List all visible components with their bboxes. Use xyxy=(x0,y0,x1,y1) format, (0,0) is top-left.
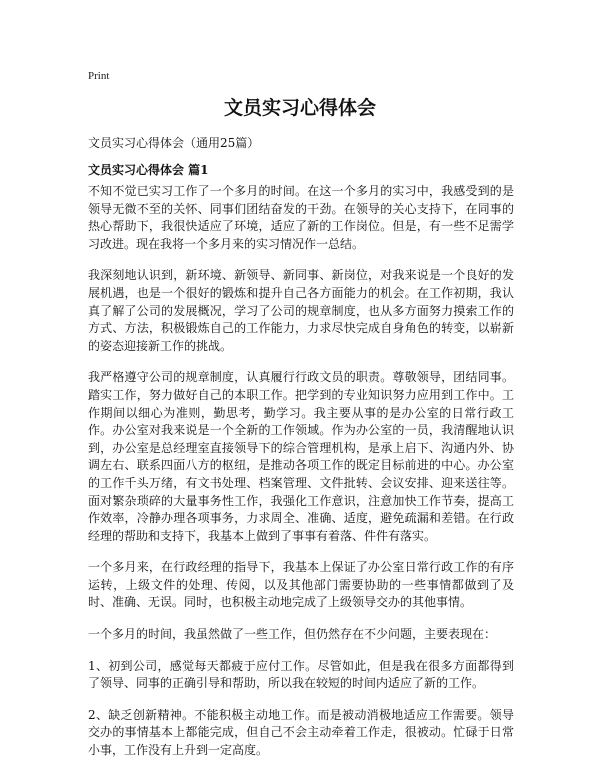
paragraph: 我严格遵守公司的规章制度，认真履行行政文员的职责。尊敬领导，团结同事。踏实工作，努力做好自己的本职工作。把学到的专业知识努力应用到工作中。工作期间以细心为准则，勤思考，勤学习。我主要从事的是办公室的日常行政工作。办公室对我来说是一个全新的工作领域。作为办公室的一员，我清醒地认识到，办公室是总经理室直接领导下的综合管理机构，是承上启下、沟通内外、协调左右、联系四面八方的枢纽，是推动各项工作的既定目标前进的中心。办公室的工作千头万绪，有文书处理、档案管理、文件批转、会议安排、迎来送往等。面对繁杂琐碎的大量事务性工作，我强化工作意识，注意加快工作节奏，提高工作效率，冷静办理各项事务，力求周全、准确、适度，避免疏漏和差错。在行政经理的帮助和支持下，我基本上做到了事事有着落、件件有落实。 xyxy=(88,370,514,543)
document-subtitle: 文员实习心得体会（通用25篇） xyxy=(88,136,260,150)
paragraph: 一个多月来，在行政经理的指导下，我基本上保证了办公室日常行政工作的有序运转，上级文件的处理、传阅，以及其他部门需要协助的一些事情都做到了及时、准确、无误。同时，也积极主动地完成了上级领导交办的其他事情。 xyxy=(88,560,514,610)
print-link[interactable]: Print xyxy=(88,70,110,82)
section-heading: 文员实习心得体会 篇1 xyxy=(88,163,209,177)
paragraph: 我深刻地认识到，新环境、新领导、新同事、新岗位，对我来说是一个良好的发展机遇，也是一个很好的锻炼和提升自己各方面能力的机会。在工作初期，我认真了解了公司的发展概况，学习了公司的规章制度，也从多方面努力摸索工作的方式、方法，积极锻炼自己的工作能力，力求尽快完成自身角色的转变，以崭新的姿态迎接新工作的挑战。 xyxy=(88,268,514,353)
document-title: 文员实习心得体会 xyxy=(223,97,376,119)
paragraph: 不知不觉已实习工作了一个多月的时间。在这一个多月的实习中，我感受到的是领导无微不至的关怀、同事们团结奋发的干劲。在领导的关心支持下，在同事的热心帮助下，我很快适应了环境，适应了新的工作岗位。但是，有一些不足需学习改进。现在我将一个多月来的实习情况作一总结。 xyxy=(88,184,514,251)
paragraph: 一个多月的时间，我虽然做了一些工作，但仍然存在不少问题，主要表现在： xyxy=(88,627,497,642)
paragraph: 1、初到公司，感觉每天都疲于应付工作。尽管如此，但是我在很多方面都得到了领导、同事的正确引导和帮助，所以我在较短的时间内适应了新的工作。 xyxy=(88,658,514,691)
paragraph: 2、缺乏创新精神。不能积极主动地工作。而是被动消极地适应工作需要。领导交办的事情基本上都能完成，但自己不会主动牵着工作走，很被动。忙碌于日常小事，工作没有上升到一定高度。 xyxy=(88,707,514,758)
article-body xyxy=(88,183,514,774)
